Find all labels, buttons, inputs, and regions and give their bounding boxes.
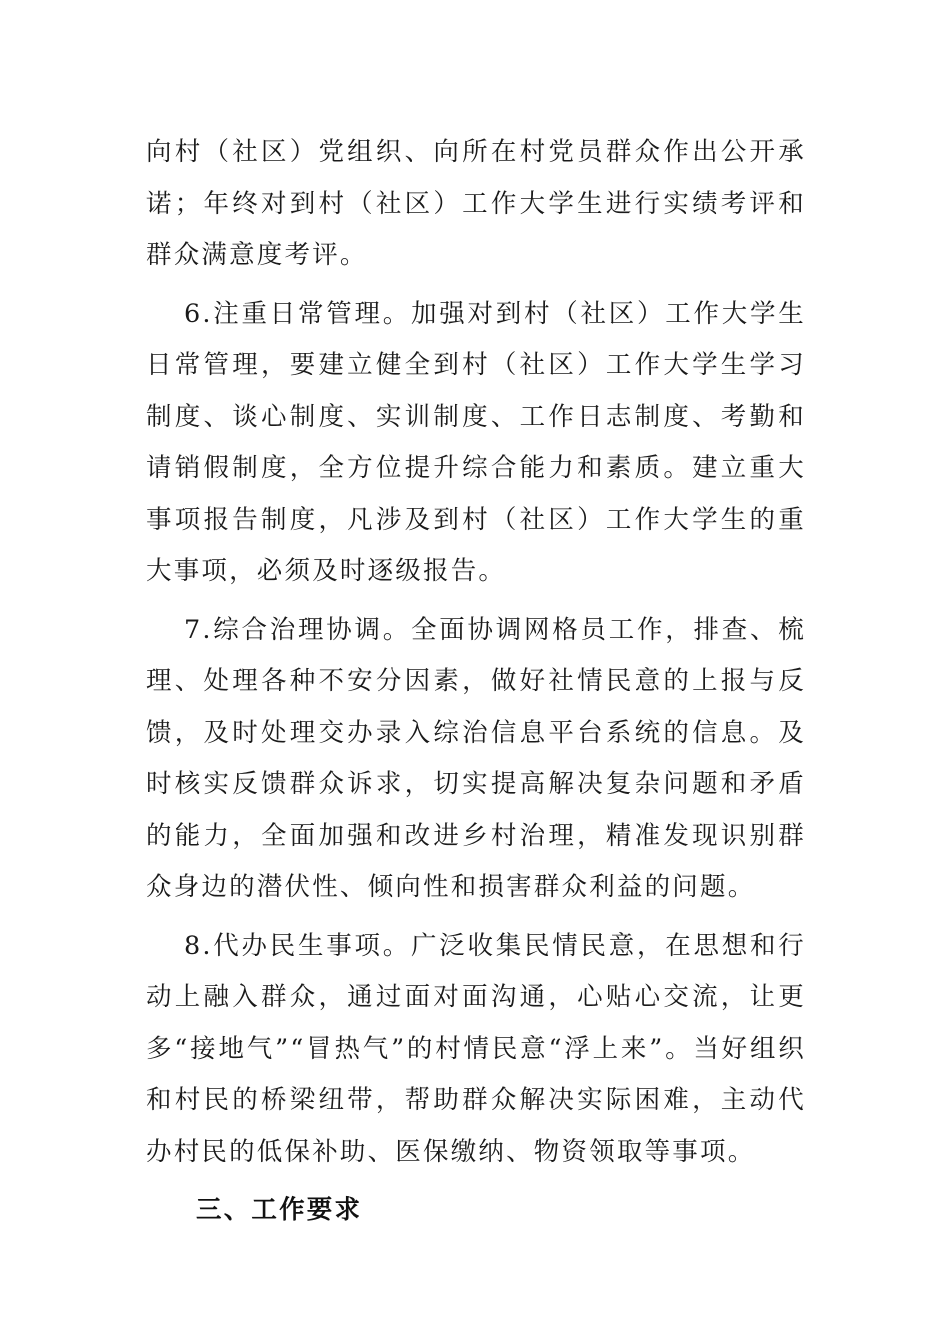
paragraph-item-8: 8.代办民生事项。广泛收集民情民意，在思想和行动上融入群众，通过面对面沟通，心贴心交流，让更多“接地气”“冒热气”的村情民意“浮上来”。当好组织和村民的桥梁纽带，帮助群众解决实际困难，主动代办村民的低保补助、医保缴纳、物资领取等事项。 [146,930,806,1167]
paragraph-item-6: 6.注重日常管理。加强对到村（社区）工作大学生日常管理，要建立健全到村（社区）工作大学生学习制度、谈心制度、实训制度、工作日志制度、考勤和请销假制度，全方位提升综合能力和素质。建立重大事项报告制度，凡涉及到村（社区）工作大学生的重大事项，必须及时逐级报告。 [146,298,806,586]
document-body [146,127,806,1237]
paragraph-continuation: 向村（社区）党组织、向所在村党员群众作出公开承诺；年终对到村（社区）工作大学生进行实绩考评和群众满意度考评。 [146,137,806,270]
paragraph-item-7: 7.综合治理协调。全面协调网格员工作，排查、梳理、处理各种不安分因素，做好社情民意的上报与反馈，及时处理交办录入综治信息平台系统的信息。及时核实反馈群众诉求，切实提高解决复杂问题和矛盾的能力，全面加强和改进乡村治理，精准发现识别群众身边的潜伏性、倾向性和损害群众利益的问题。 [146,614,806,902]
section-heading: 三、工作要求 [196,1195,363,1225]
